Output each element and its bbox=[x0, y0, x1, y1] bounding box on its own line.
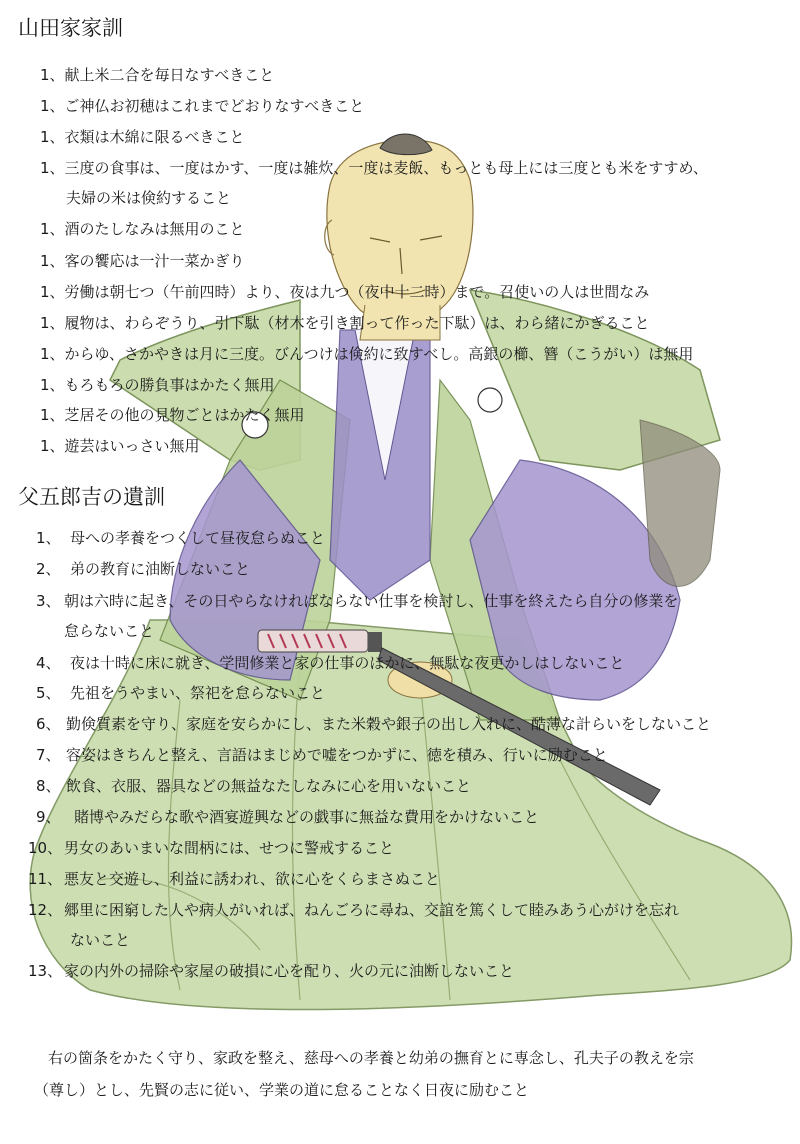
ikun-item-13 bbox=[28, 962, 514, 980]
item-number: 6、 bbox=[36, 715, 61, 733]
item-number: 1、 bbox=[40, 220, 65, 238]
ikun-item-8 bbox=[36, 777, 471, 795]
ikun-item-3 bbox=[36, 592, 678, 610]
item-text: からゆ、さかやきは月に三度。びんつけは倹約に致すべし。高銀の櫛、簪（こうがい）は無用 bbox=[64, 345, 694, 363]
item-text: 悪友と交遊し、利益に誘われ、欲に心をくらまさぬこと bbox=[64, 870, 440, 888]
kakun-item-7 bbox=[40, 283, 649, 301]
kakun-item-11 bbox=[40, 406, 305, 424]
item-number: 9、 bbox=[36, 808, 61, 826]
item-text: 飲食、衣服、器具などの無益なたしなみに心を用いないこと bbox=[66, 777, 472, 795]
family-crest-right bbox=[478, 388, 502, 412]
item-number: 1、 bbox=[40, 314, 65, 332]
item-number: 1、 bbox=[40, 345, 65, 363]
item-text: 賭博やみだらな歌や酒宴遊興などの戯事に無益な費用をかけないこと bbox=[74, 808, 540, 826]
kakun-item-9 bbox=[40, 345, 693, 363]
item-number: 5、 bbox=[36, 684, 61, 702]
item-number: 4、 bbox=[36, 654, 61, 672]
ikun-item-12-continued: ないこと bbox=[70, 931, 131, 949]
item-text: 衣類は木綿に限るべきこと bbox=[64, 128, 245, 146]
item-number: 1、 bbox=[40, 159, 65, 177]
kakun-item-4 bbox=[40, 159, 708, 177]
item-text: 三度の食事は、一度はかす、一度は雑炊、一度は麦飯、もっとも母上には三度とも米をすすめ、 bbox=[64, 159, 708, 177]
item-number: 12、 bbox=[28, 901, 63, 919]
item-number: 11、 bbox=[28, 870, 63, 888]
kakun-item-6 bbox=[40, 252, 245, 270]
item-text: 履物は、わらぞうり、引下駄（材木を引き割って作った下駄）は、わら緒にかぎること bbox=[64, 314, 650, 332]
item-text: 客の饗応は一汁一菜かぎり bbox=[64, 252, 245, 270]
kakun-item-2 bbox=[40, 97, 364, 115]
item-number: 1、 bbox=[40, 97, 65, 115]
item-text: 郷里に困窮した人や病人がいれば、ねんごろに尋ね、交誼を篤くして睦みあう心がけを忘れ bbox=[64, 901, 680, 919]
item-number: 1、 bbox=[40, 128, 65, 146]
ikun-item-5 bbox=[36, 684, 325, 702]
ikun-item-4 bbox=[36, 654, 624, 672]
item-text: 家の内外の掃除や家屋の破損に心を配り、火の元に油断しないこと bbox=[64, 962, 515, 980]
item-text: 容姿はきちんと整え、言語はまじめで嘘をつかずに、徳を積み、行いに励むこと bbox=[66, 746, 608, 764]
kakun-item-3 bbox=[40, 128, 245, 146]
item-text: 遊芸はいっさい無用 bbox=[64, 437, 200, 455]
kakun-item-10 bbox=[40, 376, 275, 394]
ikun-item-9 bbox=[36, 808, 539, 826]
item-number: 10、 bbox=[28, 839, 63, 857]
item-text: 芝居その他の見物ごとはかたく無用 bbox=[64, 406, 305, 424]
ikun-item-3-continued: 怠らないこと bbox=[64, 622, 155, 640]
kakun-title: 山田家家訓 bbox=[18, 16, 123, 40]
item-text: 朝は六時に起き、その日やらなければならない仕事を検討し、仕事を終えたら自分の修業を bbox=[64, 592, 679, 610]
item-text: 男女のあいまいな間柄には、せつに警戒すること bbox=[64, 839, 395, 857]
closing-line-1: 右の箇条をかたく守り、家政を整え、慈母への孝養と幼弟の撫育とに専念し、孔夫子の教えを宗 bbox=[48, 1049, 694, 1067]
item-number: 7、 bbox=[36, 746, 61, 764]
item-text: 弟の教育に油断しないこと bbox=[70, 560, 251, 578]
item-number: 13、 bbox=[28, 962, 63, 980]
ikun-item-11 bbox=[28, 870, 440, 888]
item-number: 1、 bbox=[40, 252, 65, 270]
item-number: 2、 bbox=[36, 560, 61, 578]
item-number: 1、 bbox=[40, 437, 65, 455]
item-text: もろもろの勝負事はかたく無用 bbox=[64, 376, 275, 394]
ikun-item-12 bbox=[28, 901, 679, 919]
item-text: 母への孝養をつくして昼夜怠らぬこと bbox=[70, 529, 326, 547]
item-number: 3、 bbox=[36, 592, 61, 610]
ikun-item-10 bbox=[28, 839, 394, 857]
ikun-item-7 bbox=[36, 746, 608, 764]
kakun-item-1 bbox=[40, 66, 274, 84]
item-text: ご神仏お初穂はこれまでどおりなすべきこと bbox=[64, 97, 365, 115]
item-text: 先祖をうやまい、祭祀を怠らないこと bbox=[70, 684, 326, 702]
ikun-title: 父五郎吉の遺訓 bbox=[18, 485, 165, 509]
item-number: 1、 bbox=[40, 406, 65, 424]
ikun-item-1 bbox=[36, 529, 325, 547]
item-text: 酒のたしなみは無用のこと bbox=[64, 220, 245, 238]
ikun-item-6 bbox=[36, 715, 711, 733]
item-text: 献上米二合を毎日なすべきこと bbox=[64, 66, 275, 84]
kakun-item-4-continued: 夫婦の米は倹約すること bbox=[66, 189, 232, 207]
item-number: 1、 bbox=[40, 376, 65, 394]
closing-line-2: （尊し）とし、先賢の志に従い、学業の道に怠ることなく日夜に励むこと bbox=[34, 1081, 530, 1099]
item-number: 1、 bbox=[40, 66, 65, 84]
kakun-item-12 bbox=[40, 437, 200, 455]
item-text: 夜は十時に床に就き、学問修業と家の仕事のほかに、無駄な夜更かしはしないこと bbox=[70, 654, 625, 672]
ikun-item-2 bbox=[36, 560, 250, 578]
item-text: 勤倹質素を守り、家庭を安らかにし、また米穀や銀子の出し入れに、酷薄な計らいをしないこと bbox=[66, 715, 712, 733]
topknot bbox=[380, 134, 432, 155]
item-number: 1、 bbox=[40, 283, 65, 301]
item-number: 1、 bbox=[36, 529, 61, 547]
kakun-item-8 bbox=[40, 314, 650, 332]
item-number: 8、 bbox=[36, 777, 61, 795]
item-text: 労働は朝七つ（午前四時）より、夜は九つ（夜中十二時）まで。召使いの人は世間なみ bbox=[64, 283, 650, 301]
kakun-item-5 bbox=[40, 220, 245, 238]
shoulder-shade bbox=[640, 420, 720, 586]
